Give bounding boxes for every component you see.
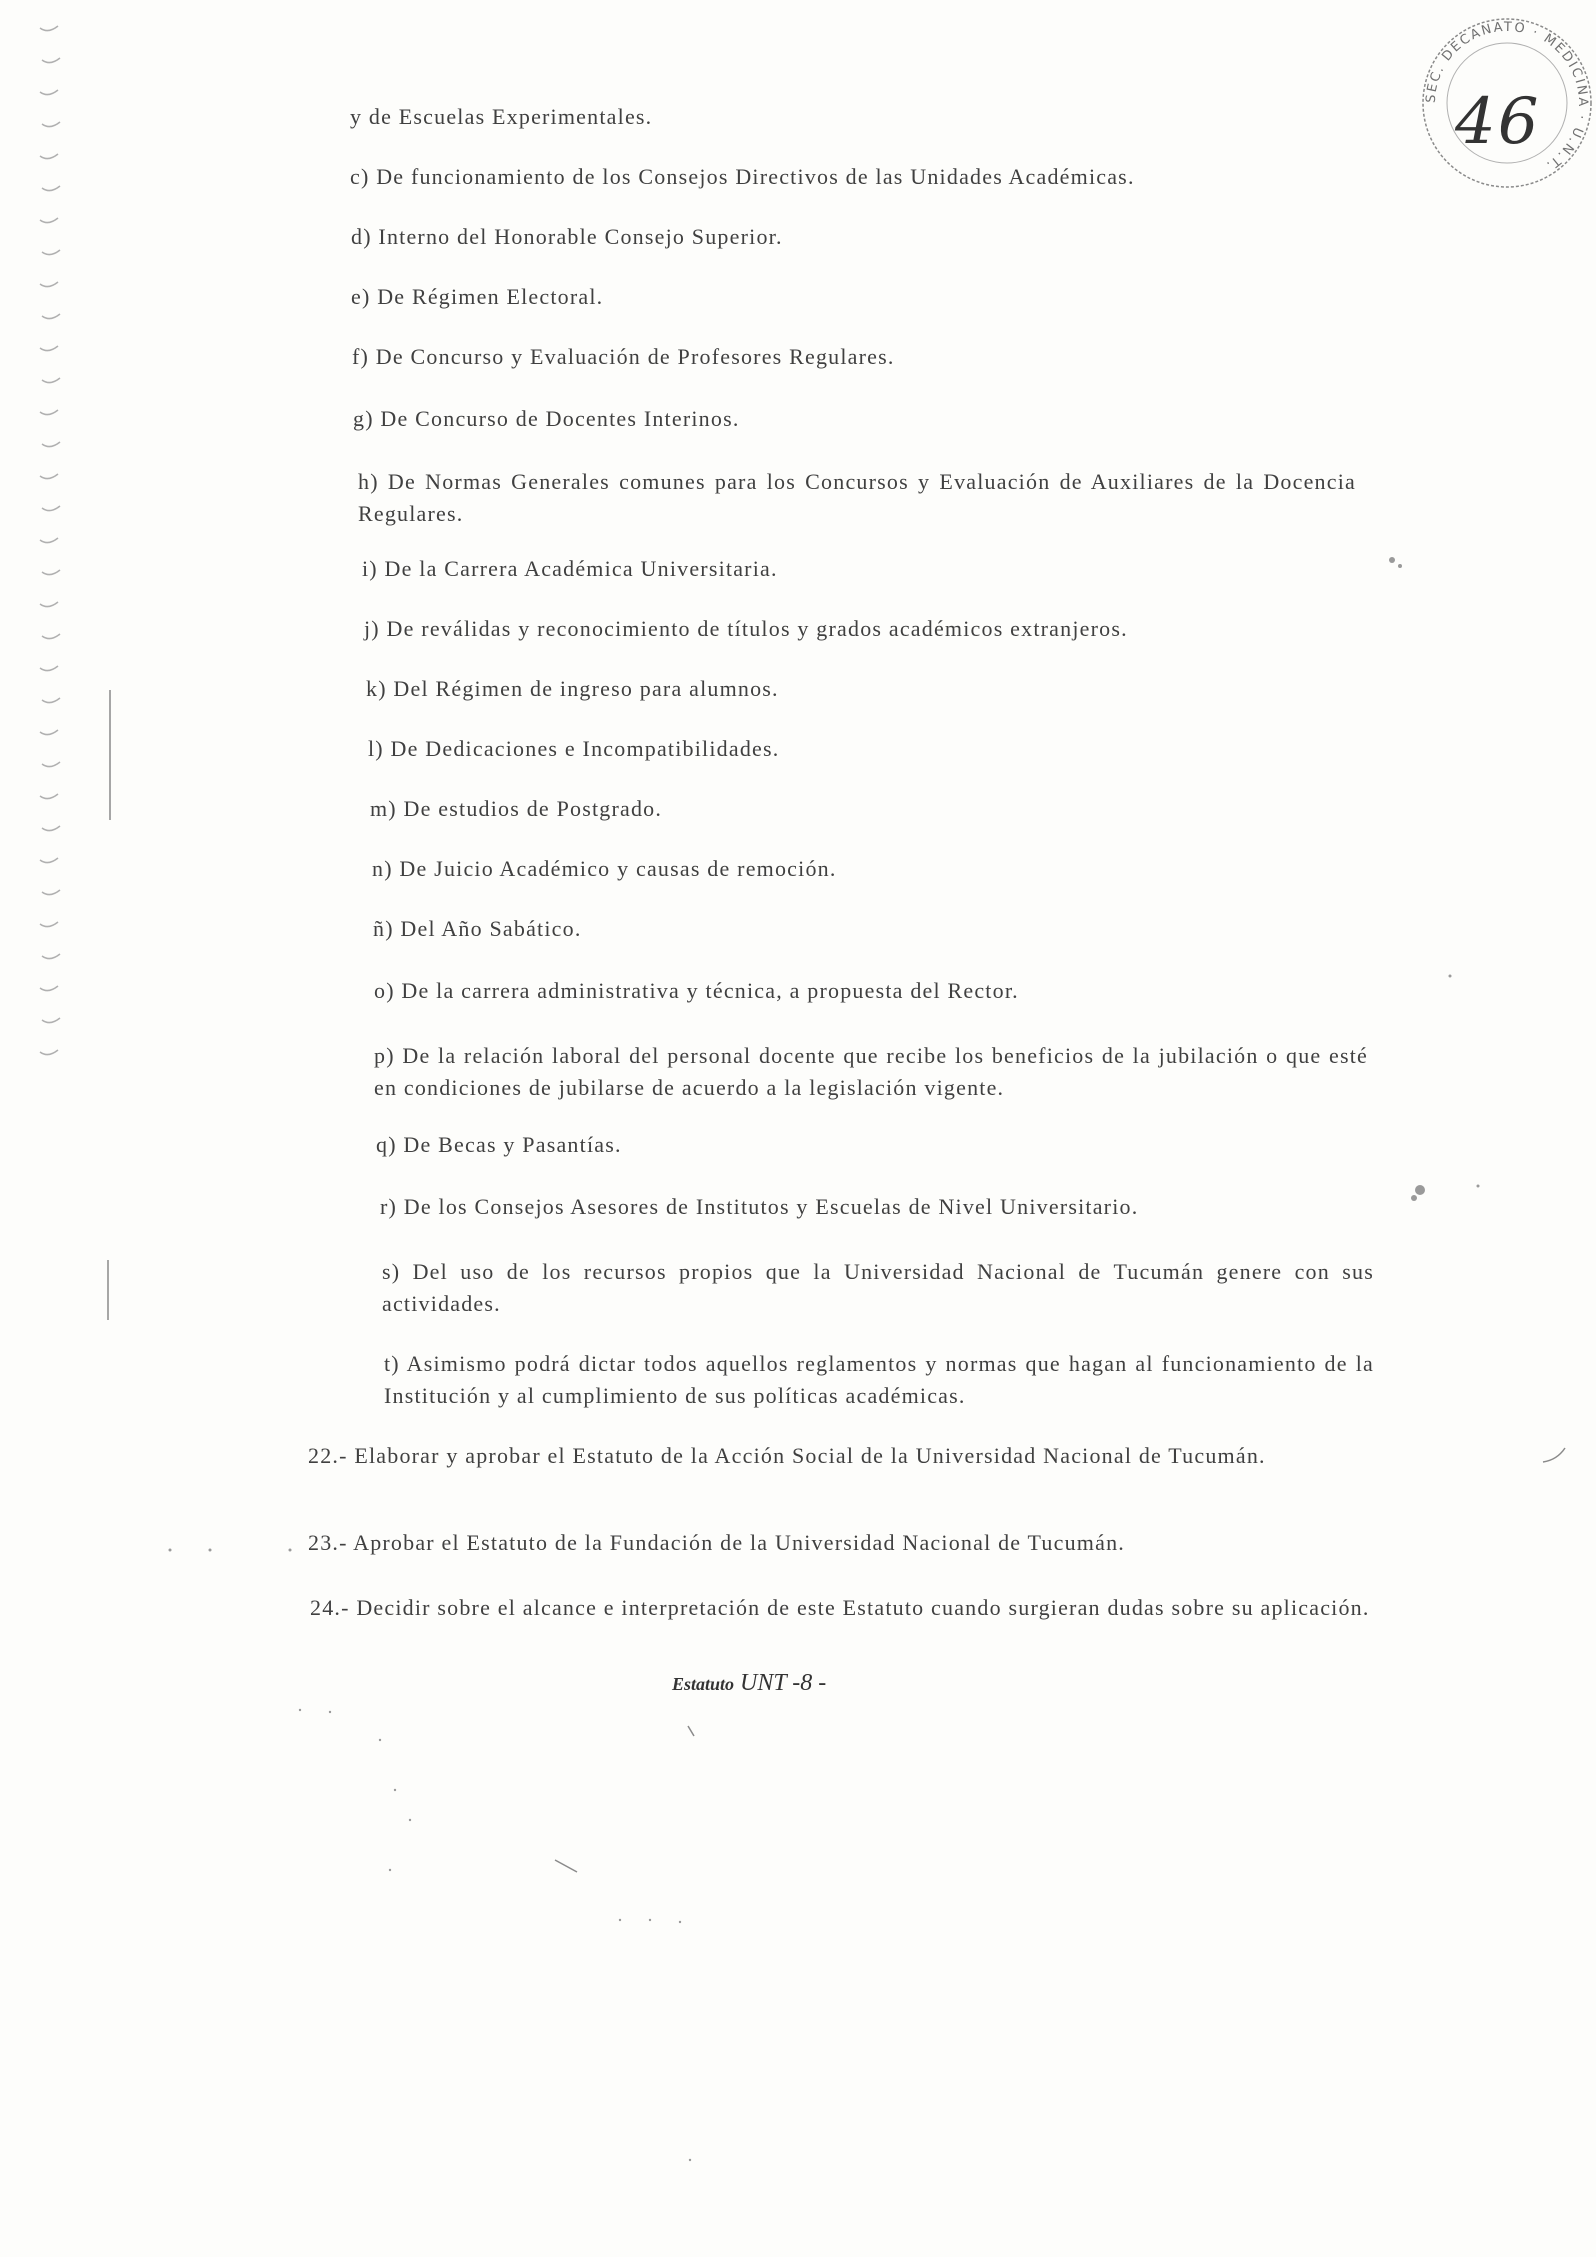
item-nn: ñ) Del Año Sabático. [373,916,582,941]
item-q: q) De Becas y Pasantías. [376,1132,622,1157]
footer-unit: UNT [740,1670,787,1696]
binding-marks [0,0,70,1100]
item-n: n) De Juicio Académico y causas de remoción. [372,856,837,881]
item-22: 22.- Elaborar y aprobar el Estatuto de la Acción Social de la Universidad Nacional de Tucumán. [308,1443,1266,1468]
footer-label: Estatuto [672,1674,735,1694]
item-g: g) De Concurso de Docentes Interinos. [353,406,740,431]
item-23: 23.- Aprobar el Estatuto de la Fundación de la Universidad Nacional de Tucumán. [308,1530,1125,1555]
item-c: c) De funcionamiento de los Consejos Directivos de las Unidades Académicas. [350,164,1135,189]
item-o: o) De la carrera administrativa y técnica, a propuesta del Rector. [374,978,1019,1003]
item-r: r) De los Consejos Asesores de Institutos y Escuelas de Nivel Universitario. [380,1194,1139,1219]
item-p: p) De la relación laboral del personal docente que recibe los beneficios de la jubilación o que esté en condiciones de jubilarse de acuerdo a la legislación vigente. [374,1043,1368,1100]
item-b-tail: y de Escuelas Experimentales. [350,104,653,129]
stamp-handwritten-number: 46 [1455,85,1541,159]
item-e: e) De Régimen Electoral. [351,284,604,309]
item-k: k) Del Régimen de ingreso para alumnos. [366,676,779,701]
item-h: h) De Normas Generales comunes para los Concursos y Evaluación de Auxiliares de la Docencia Regulares. [358,469,1356,526]
item-m: m) De estudios de Postgrado. [370,796,663,821]
item-s: s) Del uso de los recursos propios que la Universidad Nacional de Tucumán genere con sus actividades. [382,1259,1374,1316]
item-l: l) De Dedicaciones e Incompatibilidades. [368,736,780,761]
item-d: d) Interno del Honorable Consejo Superior. [351,224,783,249]
item-j: j) De reválidas y reconocimiento de títulos y grados académicos extranjeros. [364,616,1128,641]
footer-page-number: -8 - [792,1670,827,1696]
item-t: t) Asimismo podrá dictar todos aquellos reglamentos y normas que hagan al funcionamiento de la Institución y al cumplimiento de sus políticas académicas. [384,1351,1374,1408]
item-24: 24.- Decidir sobre el alcance e interpretación de este Estatuto cuando surgieran dudas sobre su aplicación. [310,1595,1370,1620]
item-i: i) De la Carrera Académica Universitaria. [362,556,778,581]
stamp-ring-text: SEC. DECANATO · MEDICINA · U.N.T. [1423,19,1591,174]
item-f: f) De Concurso y Evaluación de Profesores Regulares. [352,344,895,369]
page-footer [672,1670,826,1697]
